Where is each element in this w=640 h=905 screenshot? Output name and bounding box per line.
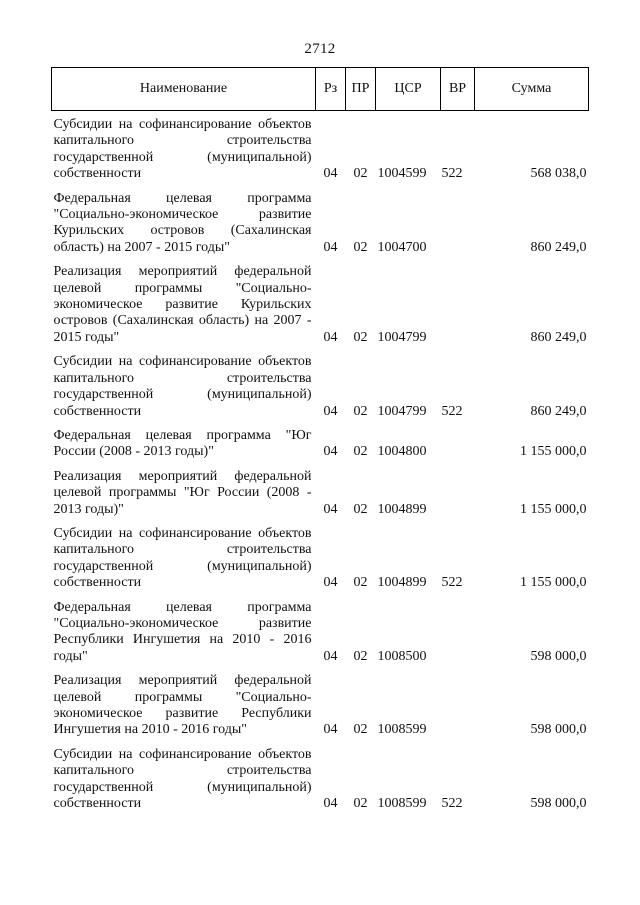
row-vr (441, 185, 475, 259)
row-rz: 04 (323, 722, 338, 738)
row-rz: 04 (323, 239, 338, 255)
row-vr: 522 (441, 166, 463, 182)
row-vr (441, 422, 475, 463)
row-rz: 04 (323, 648, 338, 664)
header-row (52, 68, 589, 111)
row-rz: 04 (323, 444, 338, 460)
row-name: Субсидии на софинансирование объектов капитального строительства государственной (муниципальной) собственности (53, 525, 312, 591)
row-name: Федеральная целевая программа "Юг России (2008 - 2013 годы)" (53, 427, 312, 460)
row-sum: 598 000,0 (530, 796, 587, 812)
row-sum: 860 249,0 (530, 329, 587, 345)
table-row (52, 111, 589, 185)
row-pr: 02 (353, 796, 368, 812)
row-sum: 1 155 000,0 (520, 444, 587, 460)
table-row (52, 348, 589, 422)
row-pr: 02 (353, 722, 368, 738)
row-name: Федеральная целевая программа "Социально-экономическое развитие Республики Ингушетия на 2010 - 2016 годы" (53, 599, 312, 664)
row-pr: 02 (353, 403, 368, 419)
table-row (52, 667, 589, 741)
row-rz: 04 (323, 575, 338, 591)
row-name: Субсидии на софинансирование объектов капитального строительства государственной (муниципальной) собственности (53, 117, 312, 182)
row-vr (441, 594, 475, 668)
row-sum: 860 249,0 (530, 403, 587, 419)
header-pr: ПР (346, 68, 376, 111)
row-sum: 598 000,0 (530, 648, 587, 664)
row-name: Реализация мероприятий федеральной целевой программы "Социально-экономическое развитие Республики Ингушетия на 2010 - 2016 годы" (53, 673, 312, 738)
row-csr: 1008599 (377, 796, 427, 812)
row-csr: 1004799 (377, 403, 427, 419)
row-pr: 02 (353, 575, 368, 591)
budget-table (51, 67, 589, 814)
row-vr: 522 (441, 796, 463, 812)
row-csr: 1008500 (377, 648, 427, 664)
row-csr: 1004599 (377, 166, 427, 182)
row-csr: 1008599 (377, 722, 427, 738)
row-rz: 04 (323, 796, 338, 812)
row-rz: 04 (323, 166, 338, 182)
row-name: Реализация мероприятий федеральной целевой программы "Юг России (2008 - 2013 годы)" (53, 468, 312, 517)
table-row (52, 520, 589, 594)
row-pr: 02 (353, 329, 368, 345)
row-name: Реализация мероприятий федеральной целевой программы "Социально-экономическое развитие Курильских островов (Сахалинская область) на 2007 - 2015 годы" (53, 264, 312, 345)
table-row (52, 741, 589, 815)
row-sum: 1 155 000,0 (520, 575, 587, 591)
table-row (52, 463, 589, 520)
table-row (52, 594, 589, 668)
row-sum: 1 155 000,0 (520, 501, 587, 517)
header-name: Наименование (52, 68, 316, 111)
row-pr: 02 (353, 501, 368, 517)
row-csr: 1004899 (377, 501, 427, 517)
row-csr: 1004899 (377, 575, 427, 591)
row-rz: 04 (323, 501, 338, 517)
row-vr (441, 463, 475, 520)
row-name: Субсидии на софинансирование объектов капитального строительства государственной (муниципальной) собственности (53, 746, 312, 812)
row-vr: 522 (441, 403, 463, 419)
header-sum: Сумма (475, 68, 589, 111)
table-row (52, 422, 589, 463)
row-rz: 04 (323, 329, 338, 345)
table-header (52, 68, 589, 111)
row-vr (441, 667, 475, 741)
row-sum: 598 000,0 (530, 722, 587, 738)
row-csr: 1004800 (377, 444, 427, 460)
header-csr: ЦСР (376, 68, 441, 111)
row-name: Субсидии на софинансирование объектов капитального строительства государственной (муниципальной) собственности (53, 354, 312, 419)
row-rz: 04 (323, 403, 338, 419)
table-row (52, 258, 589, 348)
page-number: 2712 (304, 41, 336, 57)
header-rz: Рз (316, 68, 346, 111)
row-vr: 522 (441, 575, 463, 591)
row-vr (441, 258, 475, 348)
header-vr: ВР (441, 68, 475, 111)
row-pr: 02 (353, 444, 368, 460)
row-sum: 568 038,0 (530, 166, 587, 182)
row-sum: 860 249,0 (530, 239, 587, 255)
row-pr: 02 (353, 166, 368, 182)
table-row (52, 185, 589, 259)
row-csr: 1004799 (377, 329, 427, 345)
table-body (52, 111, 589, 815)
row-name: Федеральная целевая программа "Социально-экономическое развитие Курильских островов (Сахалинская область) на 2007 - 2015 годы" (53, 190, 312, 255)
row-pr: 02 (353, 648, 368, 664)
row-pr: 02 (353, 239, 368, 255)
row-csr: 1004700 (377, 239, 427, 255)
